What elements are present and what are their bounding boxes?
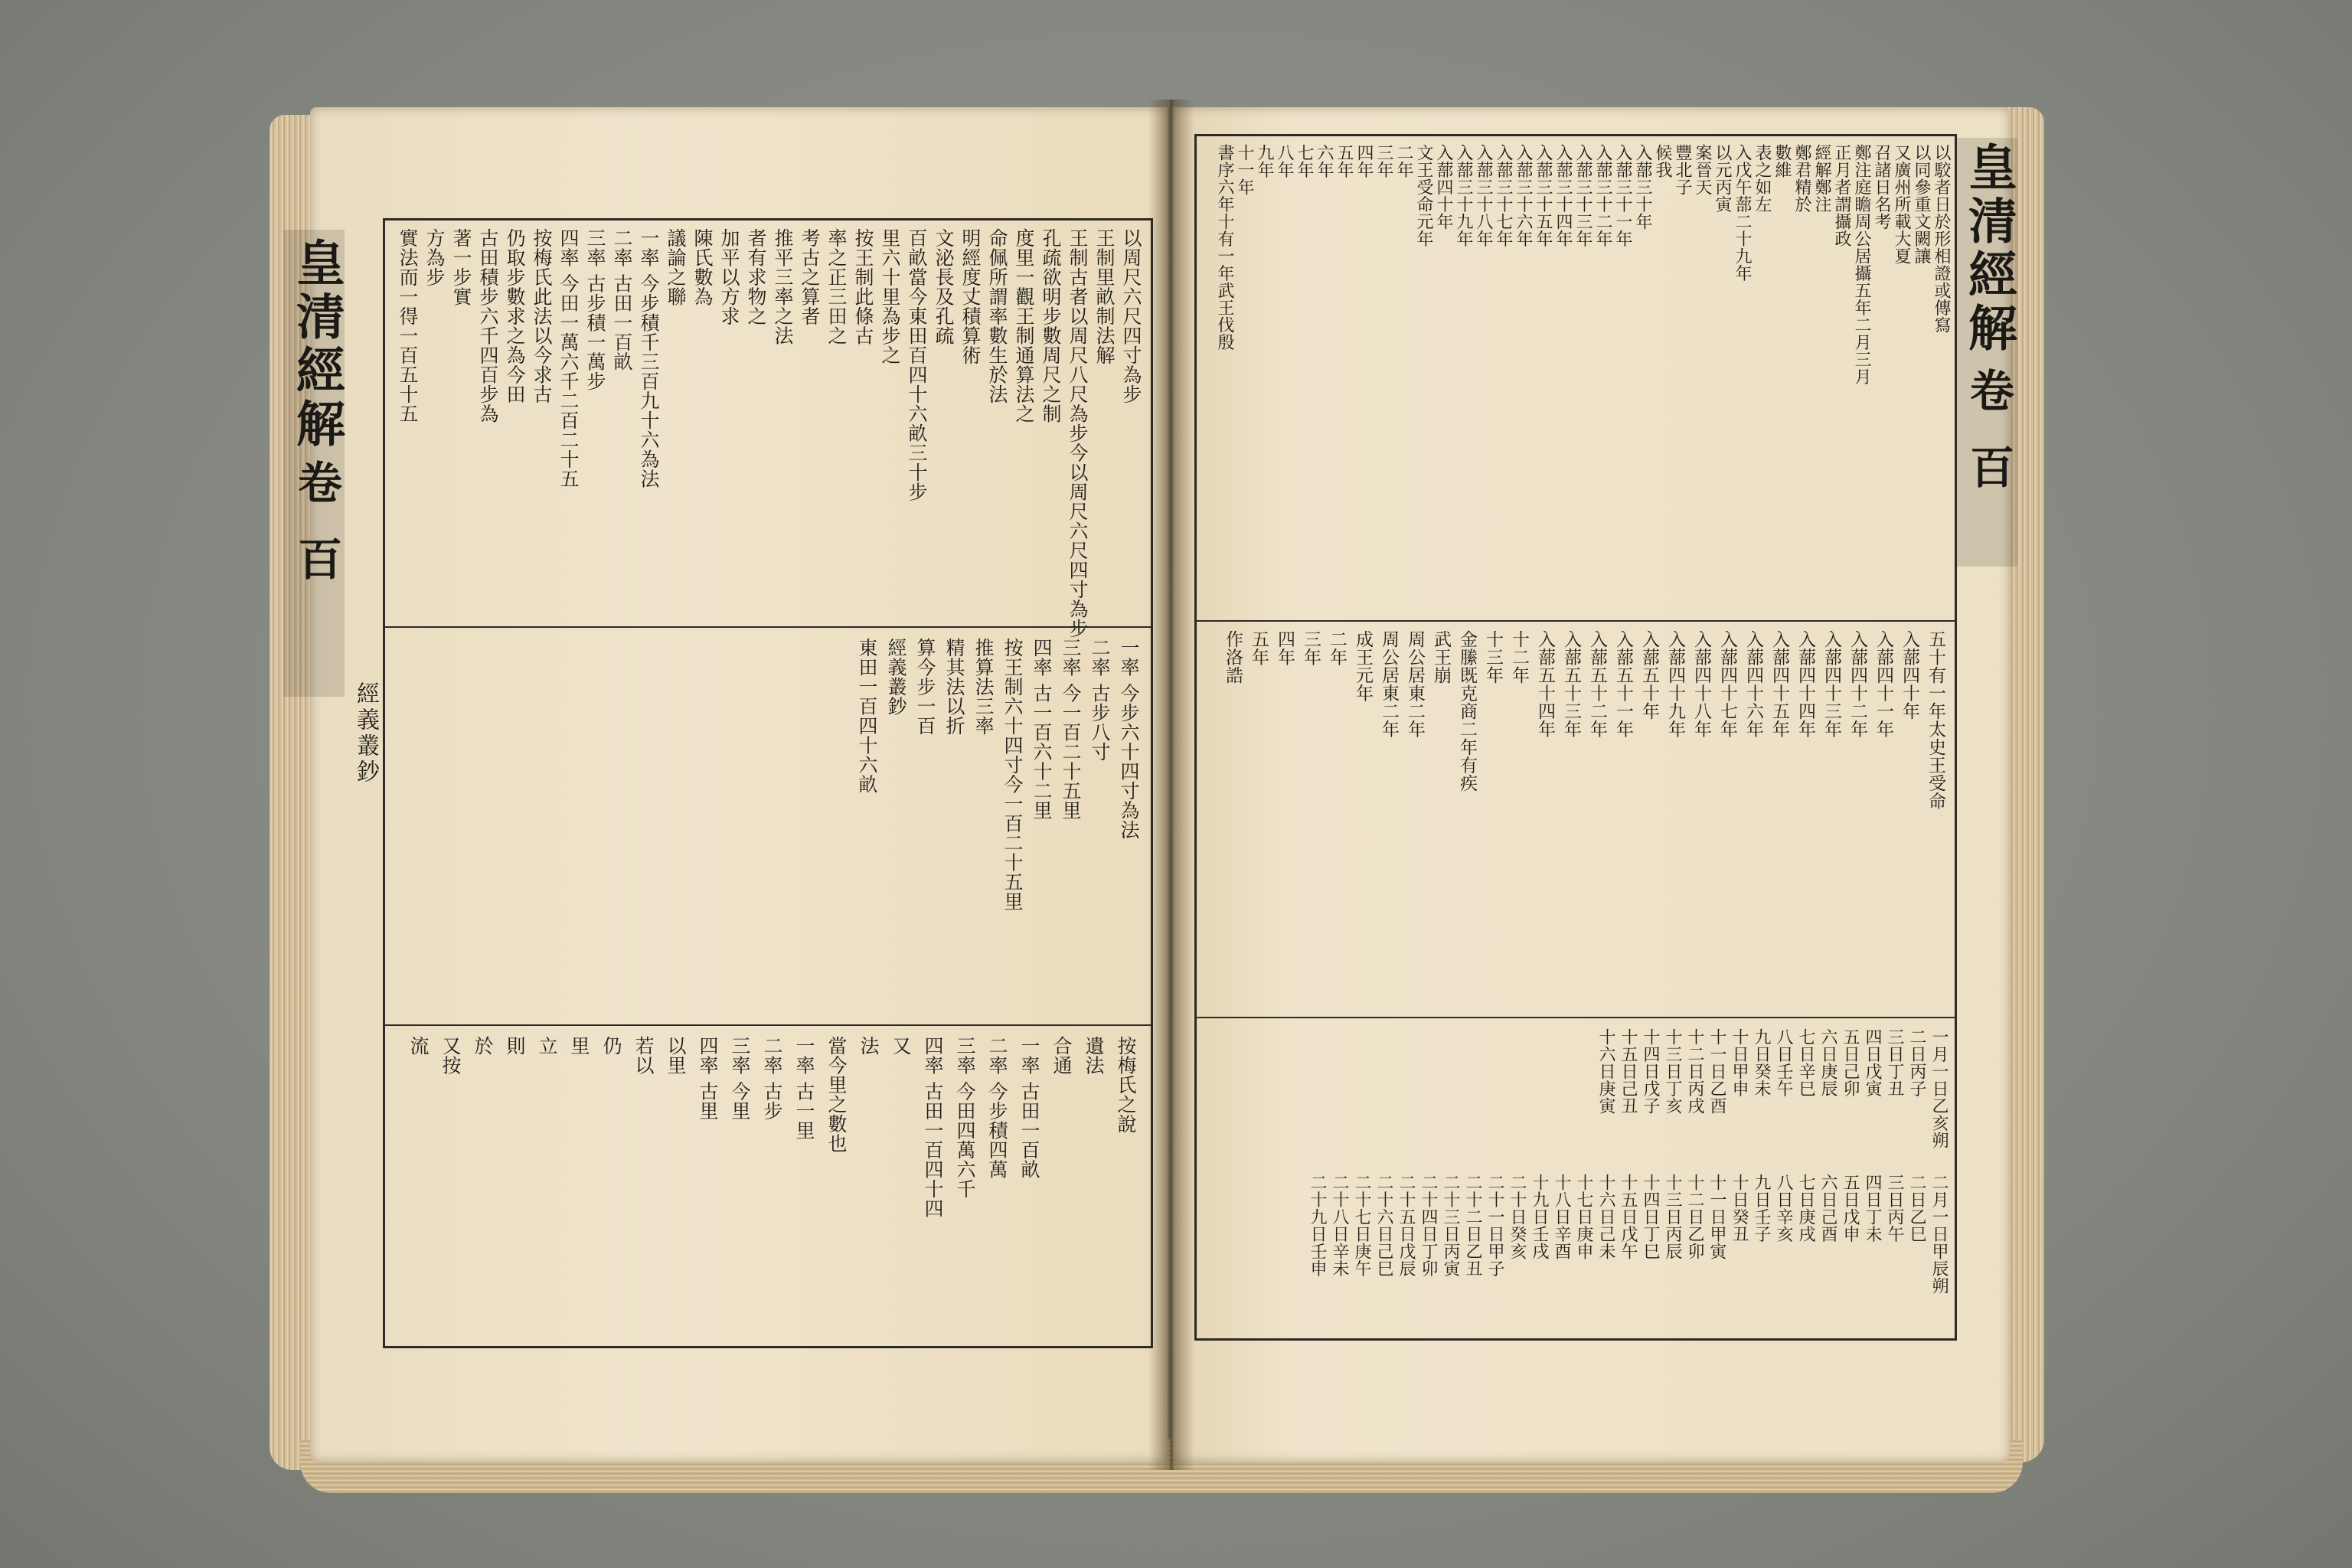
text-column: 入蔀四十年: [1900, 630, 1919, 720]
text-column: 古田積步六千四百步為: [477, 228, 499, 423]
text-column: 入蔀三十九年: [1454, 144, 1473, 247]
text-column: 九年: [1255, 144, 1274, 178]
text-column: 百畝當今東田百四十六畝三十步: [906, 228, 928, 501]
text-column: 四年: [1354, 144, 1374, 178]
text-column: 又: [890, 1036, 912, 1056]
text-column: 入蔀四十一年: [1873, 630, 1893, 738]
text-column: 二年: [1327, 630, 1347, 666]
text-column: 則: [504, 1036, 526, 1056]
text-column: 六年: [1315, 144, 1334, 178]
text-column: 正月者謂攝政: [1832, 144, 1851, 247]
text-column: 數維: [1772, 144, 1792, 178]
text-column: 四率 古一百六十二里: [1031, 638, 1053, 820]
text-column: 書序六年十有一年武王伐殷: [1215, 144, 1234, 351]
text-column: 四年: [1275, 630, 1295, 666]
text-column: 二十九日壬申: [1308, 1174, 1327, 1277]
text-column: 二十八日辛未: [1330, 1174, 1349, 1277]
text-column: 八年: [1275, 144, 1294, 178]
left-margin-page: 百: [290, 536, 342, 585]
text-column: 王制里畝制法解: [1093, 228, 1116, 365]
text-column: 四日丁未: [1863, 1174, 1882, 1243]
text-column: 仍取步數求之為今田: [504, 228, 526, 404]
left-margin-title: 皇清經解: [288, 237, 345, 452]
text-column: 七日庚戌: [1796, 1174, 1815, 1243]
right-divider-1: [1197, 620, 1955, 622]
text-column: 九日壬子: [1752, 1174, 1771, 1243]
text-column: 王制古者以周尺八尺為步今以周尺六尺四寸為步: [1067, 228, 1089, 639]
left-text-frame: [383, 218, 1153, 1348]
text-column: 入蔀四十二年: [1847, 630, 1867, 738]
text-column: 二十六日己巳: [1374, 1174, 1393, 1277]
text-column: 二十七日庚午: [1352, 1174, 1371, 1277]
text-column: 作洛誥: [1223, 630, 1243, 684]
text-column: 二十五日戊辰: [1396, 1174, 1416, 1277]
text-column: 入蔀三十年: [1633, 144, 1652, 230]
text-column: 孔疏欲明步數周尺之制: [1040, 228, 1062, 423]
text-column: 三年: [1374, 144, 1393, 178]
text-column: 十三日丙辰: [1663, 1174, 1682, 1260]
text-column: 十七日庚申: [1574, 1174, 1593, 1260]
text-column: 入蔀四十九年: [1665, 630, 1685, 738]
text-column: 仍: [600, 1036, 622, 1056]
text-column: 表之如左: [1753, 144, 1772, 213]
left-divider-1: [385, 626, 1151, 628]
text-column: 加平以方求: [718, 228, 740, 326]
text-column: 四率 今田一萬六千二百二十五: [557, 228, 580, 488]
text-column: 流: [407, 1036, 430, 1056]
text-column: 十三日丁亥: [1663, 1028, 1682, 1115]
right-margin-page: 百: [1962, 444, 2014, 493]
text-column: 入蔀四十六年: [1743, 630, 1763, 738]
text-column: 里六十里為步之: [879, 228, 901, 365]
text-column: 文王受命元年: [1414, 144, 1433, 247]
text-column: 三率 古步積一萬步: [584, 228, 606, 391]
text-column: 以同參重文闕讓: [1912, 144, 1931, 265]
text-column: 實法而一得一百五十五: [397, 228, 419, 423]
text-column: 二月一日甲辰朔: [1929, 1174, 1949, 1295]
text-column: 十日甲申: [1730, 1028, 1749, 1097]
text-column: 豐北子: [1673, 144, 1692, 196]
text-column: 十八日辛酉: [1552, 1174, 1571, 1260]
text-column: 八日壬午: [1774, 1028, 1793, 1097]
text-column: 召諸日名考: [1872, 144, 1891, 230]
text-column: 四日戊寅: [1863, 1028, 1882, 1097]
text-column: 三日丙午: [1885, 1174, 1904, 1243]
text-column: 入蔀四十八年: [1691, 630, 1711, 738]
book-gutter: [1148, 100, 1194, 1470]
text-column: 二十二日乙丑: [1463, 1174, 1482, 1277]
text-column: 入蔀三十四年: [1553, 144, 1573, 247]
text-column: 武王崩: [1431, 630, 1451, 684]
text-column: 入蔀三十七年: [1494, 144, 1513, 247]
text-column: 十二年: [1509, 630, 1529, 684]
text-column: 以元丙寅: [1713, 144, 1732, 213]
text-column: 九日癸未: [1752, 1028, 1771, 1097]
text-column: 二年: [1394, 144, 1413, 178]
text-column: 法: [858, 1036, 880, 1056]
text-column: 四率 古里: [697, 1036, 719, 1121]
text-column: 入戊午蔀二十九年: [1733, 144, 1752, 282]
left-divider-2: [385, 1024, 1151, 1026]
text-column: 入蔀五十三年: [1561, 630, 1581, 738]
text-column: 十三年: [1483, 630, 1503, 684]
text-column: 度里一觀王制通算法之: [1013, 228, 1035, 423]
text-column: 入蔀三十八年: [1474, 144, 1493, 247]
text-column: 明經度丈積算術: [959, 228, 982, 365]
text-column: 五十有一年太史王受命: [1926, 630, 1945, 810]
text-column: 十六日己未: [1596, 1174, 1615, 1260]
text-column: 二十一日甲子: [1485, 1174, 1504, 1277]
text-column: 又按: [439, 1036, 462, 1075]
text-column: 二率 古田一百畝: [611, 228, 633, 371]
text-column: 鄭注庭瞻周公居攝五年二月三月: [1852, 144, 1871, 385]
text-column: 十日癸丑: [1730, 1174, 1749, 1243]
text-column: 入蔀三十六年: [1514, 144, 1533, 247]
text-column: 十二日丙戌: [1685, 1028, 1704, 1115]
text-column: 二十三日丙寅: [1441, 1174, 1460, 1277]
text-column: 十五日戊午: [1619, 1174, 1638, 1260]
text-column: 推算法三率: [972, 638, 995, 736]
text-column: 二率 古步八寸: [1089, 638, 1111, 762]
text-column: 算今步一百: [914, 638, 936, 736]
text-column: 十一日乙酉: [1707, 1028, 1726, 1115]
text-column: 周公居東二年: [1405, 630, 1425, 738]
right-margin-volume: 卷: [1962, 368, 2014, 416]
text-column: 一率 今步積千三百九十六為法: [638, 228, 660, 488]
text-column: 又廣州所載大夏: [1892, 144, 1911, 265]
text-column: 按王制此條古: [852, 228, 874, 345]
text-column: 入蔀三十二年: [1593, 144, 1612, 247]
text-column: 三年: [1301, 630, 1321, 666]
text-column: 精其法以折: [943, 638, 965, 736]
text-column: 二日乙巳: [1907, 1174, 1926, 1243]
text-column: 入蔀五十二年: [1587, 630, 1607, 738]
text-column: 一率 古田一百畝: [1018, 1036, 1040, 1179]
text-column: 者有求物之: [745, 228, 767, 326]
text-column: 以駮者日於形相證或傳寫: [1932, 144, 1951, 334]
text-column: 入蔀三十五年: [1534, 144, 1553, 247]
text-column: 三日丁丑: [1885, 1028, 1904, 1097]
text-column: 五日己卯: [1841, 1028, 1860, 1097]
text-column: 四率 古田一百四十四: [922, 1036, 944, 1218]
text-column: 金縢既克商二年有疾: [1457, 630, 1477, 792]
text-column: 入蔀三十一年: [1613, 144, 1632, 247]
text-column: 成王元年: [1353, 630, 1373, 702]
text-column: 立: [536, 1036, 558, 1056]
text-column: 三率 今田四萬六千: [954, 1036, 976, 1199]
text-column: 方為步: [423, 228, 446, 287]
text-column: 三率 今一百二十五里: [1060, 638, 1082, 820]
text-column: 考古之算者: [799, 228, 821, 326]
text-column: 以里: [665, 1036, 687, 1075]
text-column: 六日己酉: [1818, 1174, 1838, 1243]
text-column: 候我: [1653, 144, 1672, 178]
text-column: 率之正三田之: [825, 228, 848, 345]
text-column: 十六日庚寅: [1596, 1028, 1615, 1115]
text-column: 入蔀四十年: [1434, 144, 1453, 230]
text-column: 三率 今里: [729, 1036, 751, 1121]
text-column: 二十日癸亥: [1508, 1174, 1527, 1260]
text-column: 十一年: [1235, 144, 1254, 196]
right-text-frame: [1194, 134, 1957, 1341]
text-column: 經解鄭注: [1812, 144, 1831, 213]
text-column: 按梅氏此法以今求古: [531, 228, 553, 404]
text-column: 於: [472, 1036, 494, 1056]
text-column: 鄭君精於: [1792, 144, 1811, 213]
left-margin-volume: 卷: [290, 459, 342, 508]
text-column: 入蔀五十四年: [1535, 630, 1555, 738]
text-column: 一率 古一里: [793, 1036, 815, 1140]
text-column: 東田一百四十六畝: [856, 638, 878, 794]
text-column: 二日丙子: [1907, 1028, 1926, 1097]
text-column: 陳氏數為: [691, 228, 714, 306]
right-margin-title: 皇清經解: [1960, 142, 2017, 356]
text-column: 七日辛巳: [1796, 1028, 1815, 1097]
text-column: 八日辛亥: [1774, 1174, 1793, 1243]
text-column: 推平三率之法: [772, 228, 794, 345]
text-column: 經義叢鈔: [885, 638, 907, 716]
text-column: 若以: [632, 1036, 655, 1075]
text-column: 合通: [1050, 1036, 1073, 1075]
text-column: 文泌長及孔疏: [933, 228, 955, 345]
text-column: 入蔀四十四年: [1795, 630, 1815, 738]
text-column: 入蔀四十三年: [1821, 630, 1841, 738]
text-column: 十二日乙卯: [1685, 1174, 1704, 1260]
text-column: 周公居東二年: [1379, 630, 1399, 738]
text-column: 十四日丁巳: [1641, 1174, 1660, 1260]
text-column: 一率 今步六十四寸為法: [1118, 638, 1140, 840]
text-column: 十九日壬戌: [1530, 1174, 1549, 1260]
text-column: 二率 古步: [761, 1036, 783, 1121]
right-divider-2: [1197, 1017, 1955, 1018]
text-column: 按王制六十四寸今一百二十五里: [1001, 638, 1024, 911]
text-column: 一月一日乙亥朔: [1929, 1028, 1949, 1149]
text-column: 十五日己丑: [1619, 1028, 1638, 1115]
text-column: 里: [568, 1036, 590, 1056]
text-column: 以周尺六尺四寸為步: [1120, 228, 1142, 404]
text-column: 入蔀四十七年: [1717, 630, 1737, 738]
text-column: 議論之聯: [665, 228, 687, 306]
text-column: 命佩所謂率數生於法: [986, 228, 1008, 404]
text-column: 遺法: [1083, 1036, 1105, 1075]
text-column: 入蔀五十一年: [1613, 630, 1633, 738]
text-column: 六日庚辰: [1818, 1028, 1838, 1097]
text-column: 五日戊申: [1841, 1174, 1860, 1243]
text-column: 入蔀五十年: [1639, 630, 1659, 720]
text-column: 五年: [1249, 630, 1269, 666]
text-column: 入蔀四十五年: [1769, 630, 1789, 738]
text-column: 十一日甲寅: [1707, 1174, 1726, 1260]
text-column: 二率 今步積四萬: [986, 1036, 1008, 1179]
text-column: 五年: [1334, 144, 1354, 178]
text-column: 著一步實: [450, 228, 472, 306]
text-column: 十四日戊子: [1641, 1028, 1660, 1115]
text-column: 當今里之數也: [825, 1036, 848, 1153]
text-column: 七年: [1295, 144, 1314, 178]
text-column: 二十四日丁卯: [1419, 1174, 1438, 1277]
text-column: 案晉天: [1693, 144, 1712, 196]
left-margin-subtitle: 經義叢鈔: [352, 681, 379, 786]
text-column: 按梅氏之說: [1115, 1036, 1137, 1134]
text-column: 入蔀三十三年: [1573, 144, 1592, 247]
